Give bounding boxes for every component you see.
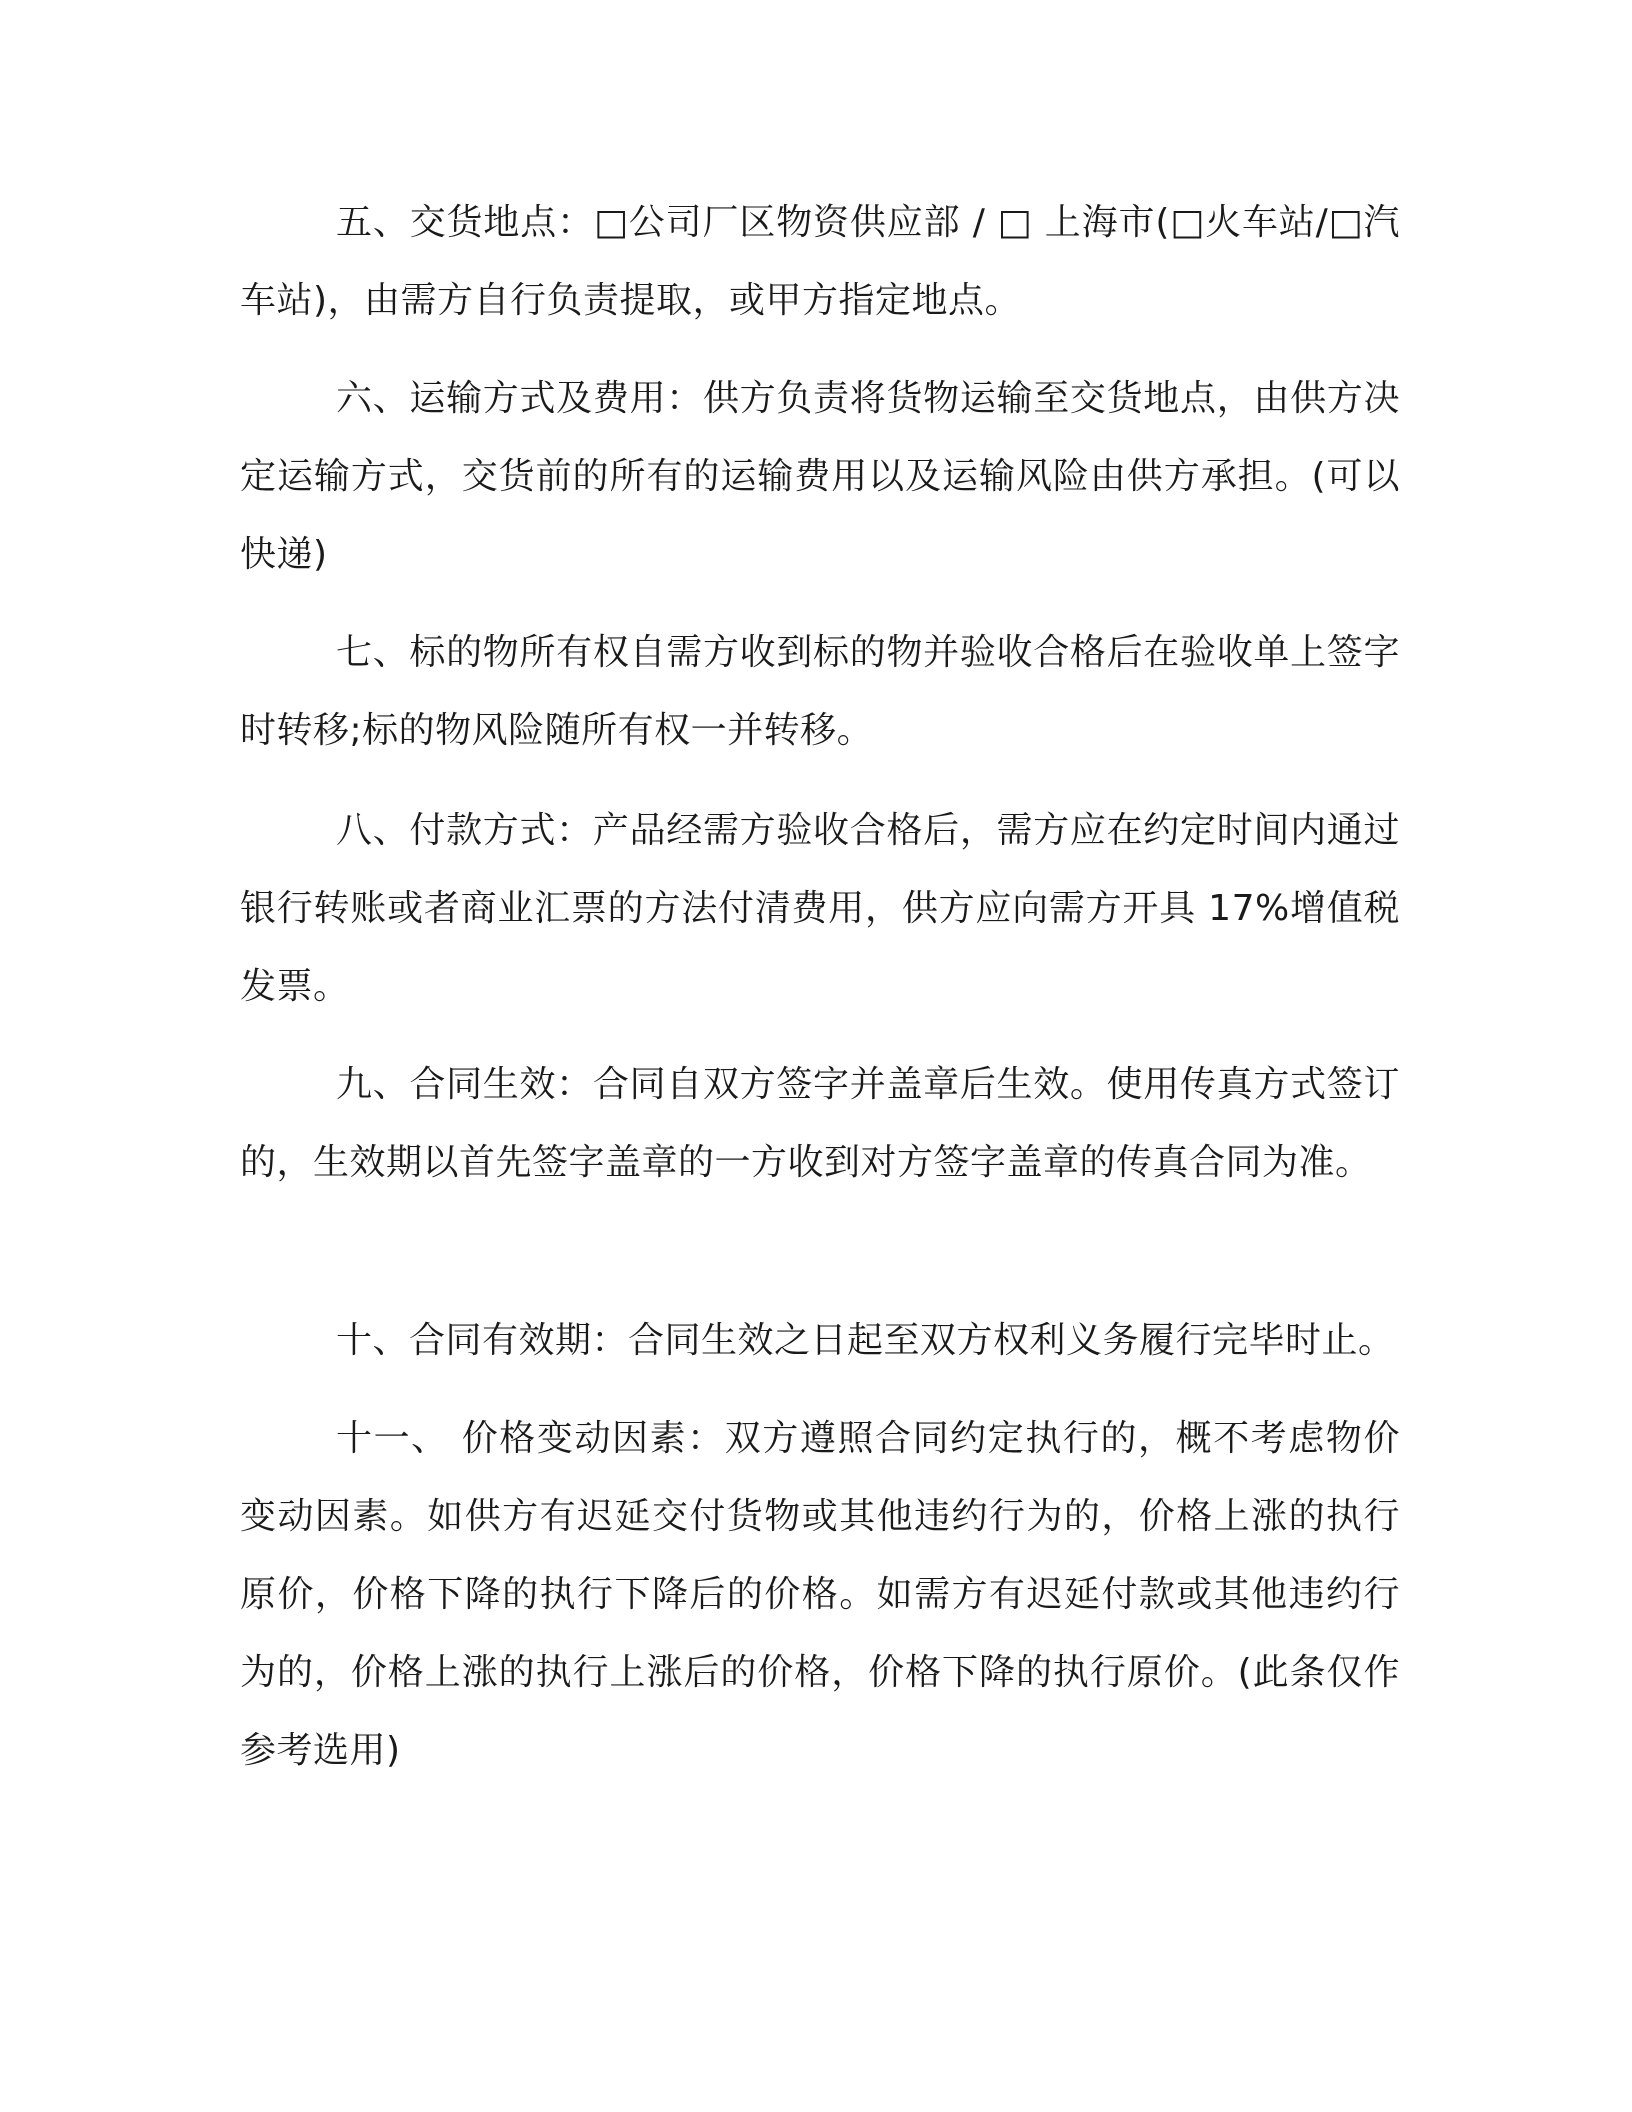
clause-price-change-factors: 十一、 价格变动因素：双方遵照合同约定执行的，概不考虑物价变动因素。如供方有迟延交付货物或其他违约行为的，价格上涨的执行原价，价格下降的执行下降后的价格。如需方有迟延付款或其他违约行为的，价格上涨的执行上涨后的价格，价格下降的执行原价。(此条仅作参考选用) bbox=[240, 1418, 1400, 1771]
clause-payment-method: 八、付款方式：产品经需方验收合格后，需方应在约定时间内通过银行转账或者商业汇票的方法付清费用，供方应向需方开具 17%增值税发票。 bbox=[240, 810, 1400, 1007]
clause-ownership-transfer: 七、标的物所有权自需方收到标的物并验收合格后在验收单上签字时转移;标的物风险随所有权一并转移。 bbox=[240, 632, 1400, 751]
clause-transport-method-and-cost: 六、运输方式及费用：供方负责将货物运输至交货地点，由供方决定运输方式，交货前的所有的运输费用以及运输风险由供方承担。(可以快递) bbox=[240, 378, 1400, 575]
clause-contract-effectiveness: 九、合同生效：合同自双方签字并盖章后生效。使用传真方式签订的，生效期以首先签字盖章的一方收到对方签字盖章的传真合同为准。 bbox=[240, 1064, 1400, 1183]
clause-delivery-location: 五、交货地点：□公司厂区物资供应部 / □ 上海市(□火车站/□汽车站)，由需方自行负责提取，或甲方指定地点。 bbox=[240, 202, 1400, 321]
clause-contract-validity-period: 十、合同有效期：合同生效之日起至双方权利义务履行完毕时止。 bbox=[336, 1320, 1395, 1361]
